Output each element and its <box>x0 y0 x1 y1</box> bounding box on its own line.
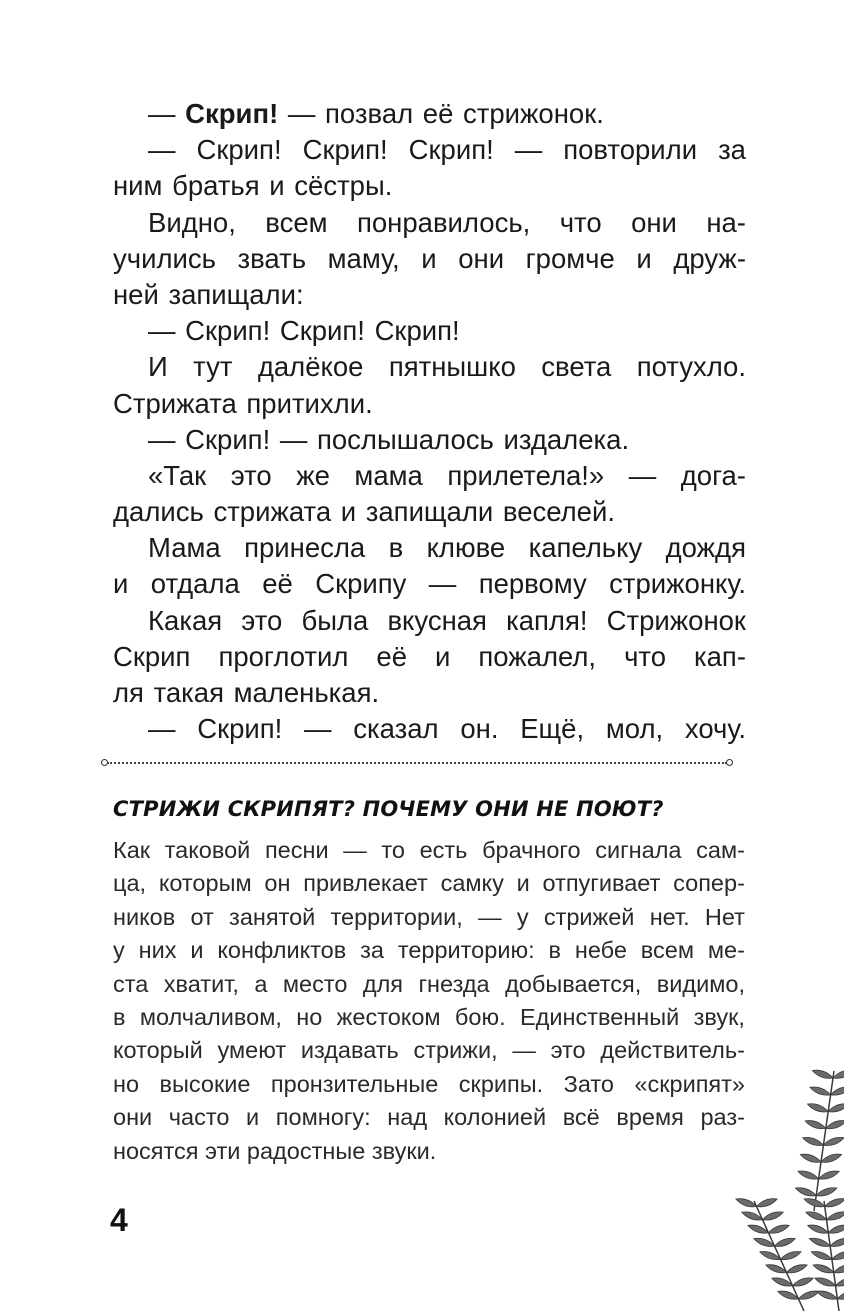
sidebar-line: ников от занятой территории, — у стрижей нет. Нет <box>113 903 745 930</box>
story-text-part: дались стрижата и запищали веселей. <box>113 496 615 528</box>
story-line: учились звать маму, и они громче и друж- <box>113 242 746 274</box>
story-text-part: ля такая маленькая. <box>113 677 380 708</box>
page-number: 4 <box>110 1202 128 1238</box>
sidebar-line: ца, которым он привлекает самку и отпугивает сопер- <box>113 870 745 897</box>
story-line: Какая это была вкусная капля! Стрижонок <box>148 604 746 636</box>
sidebar-line: носятся эти радостные звуки. <box>113 1137 437 1164</box>
story-bold-word: Скрип! <box>185 98 279 129</box>
sidebar-line: у них и конфликтов за территорию: в небе всем ме- <box>113 937 745 964</box>
story-line: — Скрип! — сказал он. Ещё, мол, хочу. <box>148 713 746 745</box>
story-line <box>113 168 746 204</box>
story-line: и отдала её Скрипу — первому стрижонку. <box>113 568 746 600</box>
story-line: Видно, всем понравилось, что они на- <box>148 206 746 238</box>
story-text-part: ним братья и сёстры. <box>113 170 393 202</box>
story-text-part: — <box>148 98 186 129</box>
sidebar-line: в молчаливом, но жестоком бою. Единственный звук, <box>113 1003 745 1030</box>
story-line <box>113 386 746 422</box>
story-line <box>113 675 746 711</box>
sidebar-text <box>113 834 745 1168</box>
divider-dotted-rule <box>107 762 727 764</box>
sidebar-line: ста хватит, а место для гнезда добывается, видимо, <box>113 970 745 997</box>
story-line <box>113 422 746 458</box>
divider-end-circle-icon <box>726 759 733 766</box>
story-text-part: — Скрип! — послышалось издалека. <box>148 423 630 455</box>
story-line: — Скрип! Скрип! Скрип! — повторили за <box>148 134 746 166</box>
section-divider <box>101 759 733 767</box>
story-text-part: — позвал её стрижонок. <box>278 98 604 129</box>
story-line: И тут далёкое пятнышко света потухло. <box>148 351 746 383</box>
story-line <box>113 277 746 313</box>
story-line: Скрип проглотил её и пожалел, что кап- <box>113 640 746 672</box>
story-line: Мама принесла в клюве капельку дождя <box>148 532 746 564</box>
fern-branch-illustration-icon <box>694 1051 844 1311</box>
sidebar-heading: СТРИЖИ СКРИПЯТ? ПОЧЕМУ ОНИ НЕ ПОЮТ? <box>113 797 664 821</box>
sidebar-line: Как таковой песни — то есть брачного сигнала сам- <box>113 837 745 863</box>
sidebar-line: который умеют издавать стрижи, — это действитель- <box>113 1037 745 1064</box>
story-line <box>113 313 746 349</box>
story-text-part: — Скрип! Скрип! Скрип! <box>148 315 460 347</box>
sidebar-line: но высокие пронзительные скрипы. Зато «скрипят» <box>113 1070 745 1097</box>
sidebar-line: они часто и помногу: над колонией всё время раз- <box>113 1104 745 1131</box>
story-text-part: ней запищали: <box>113 278 304 310</box>
story-text-part: Стрижата притихли. <box>113 387 373 419</box>
story-line <box>113 494 746 530</box>
story-line <box>113 96 746 132</box>
story-line: «Так это же мама прилетела!» — дога- <box>148 459 746 491</box>
story-text <box>113 96 746 747</box>
